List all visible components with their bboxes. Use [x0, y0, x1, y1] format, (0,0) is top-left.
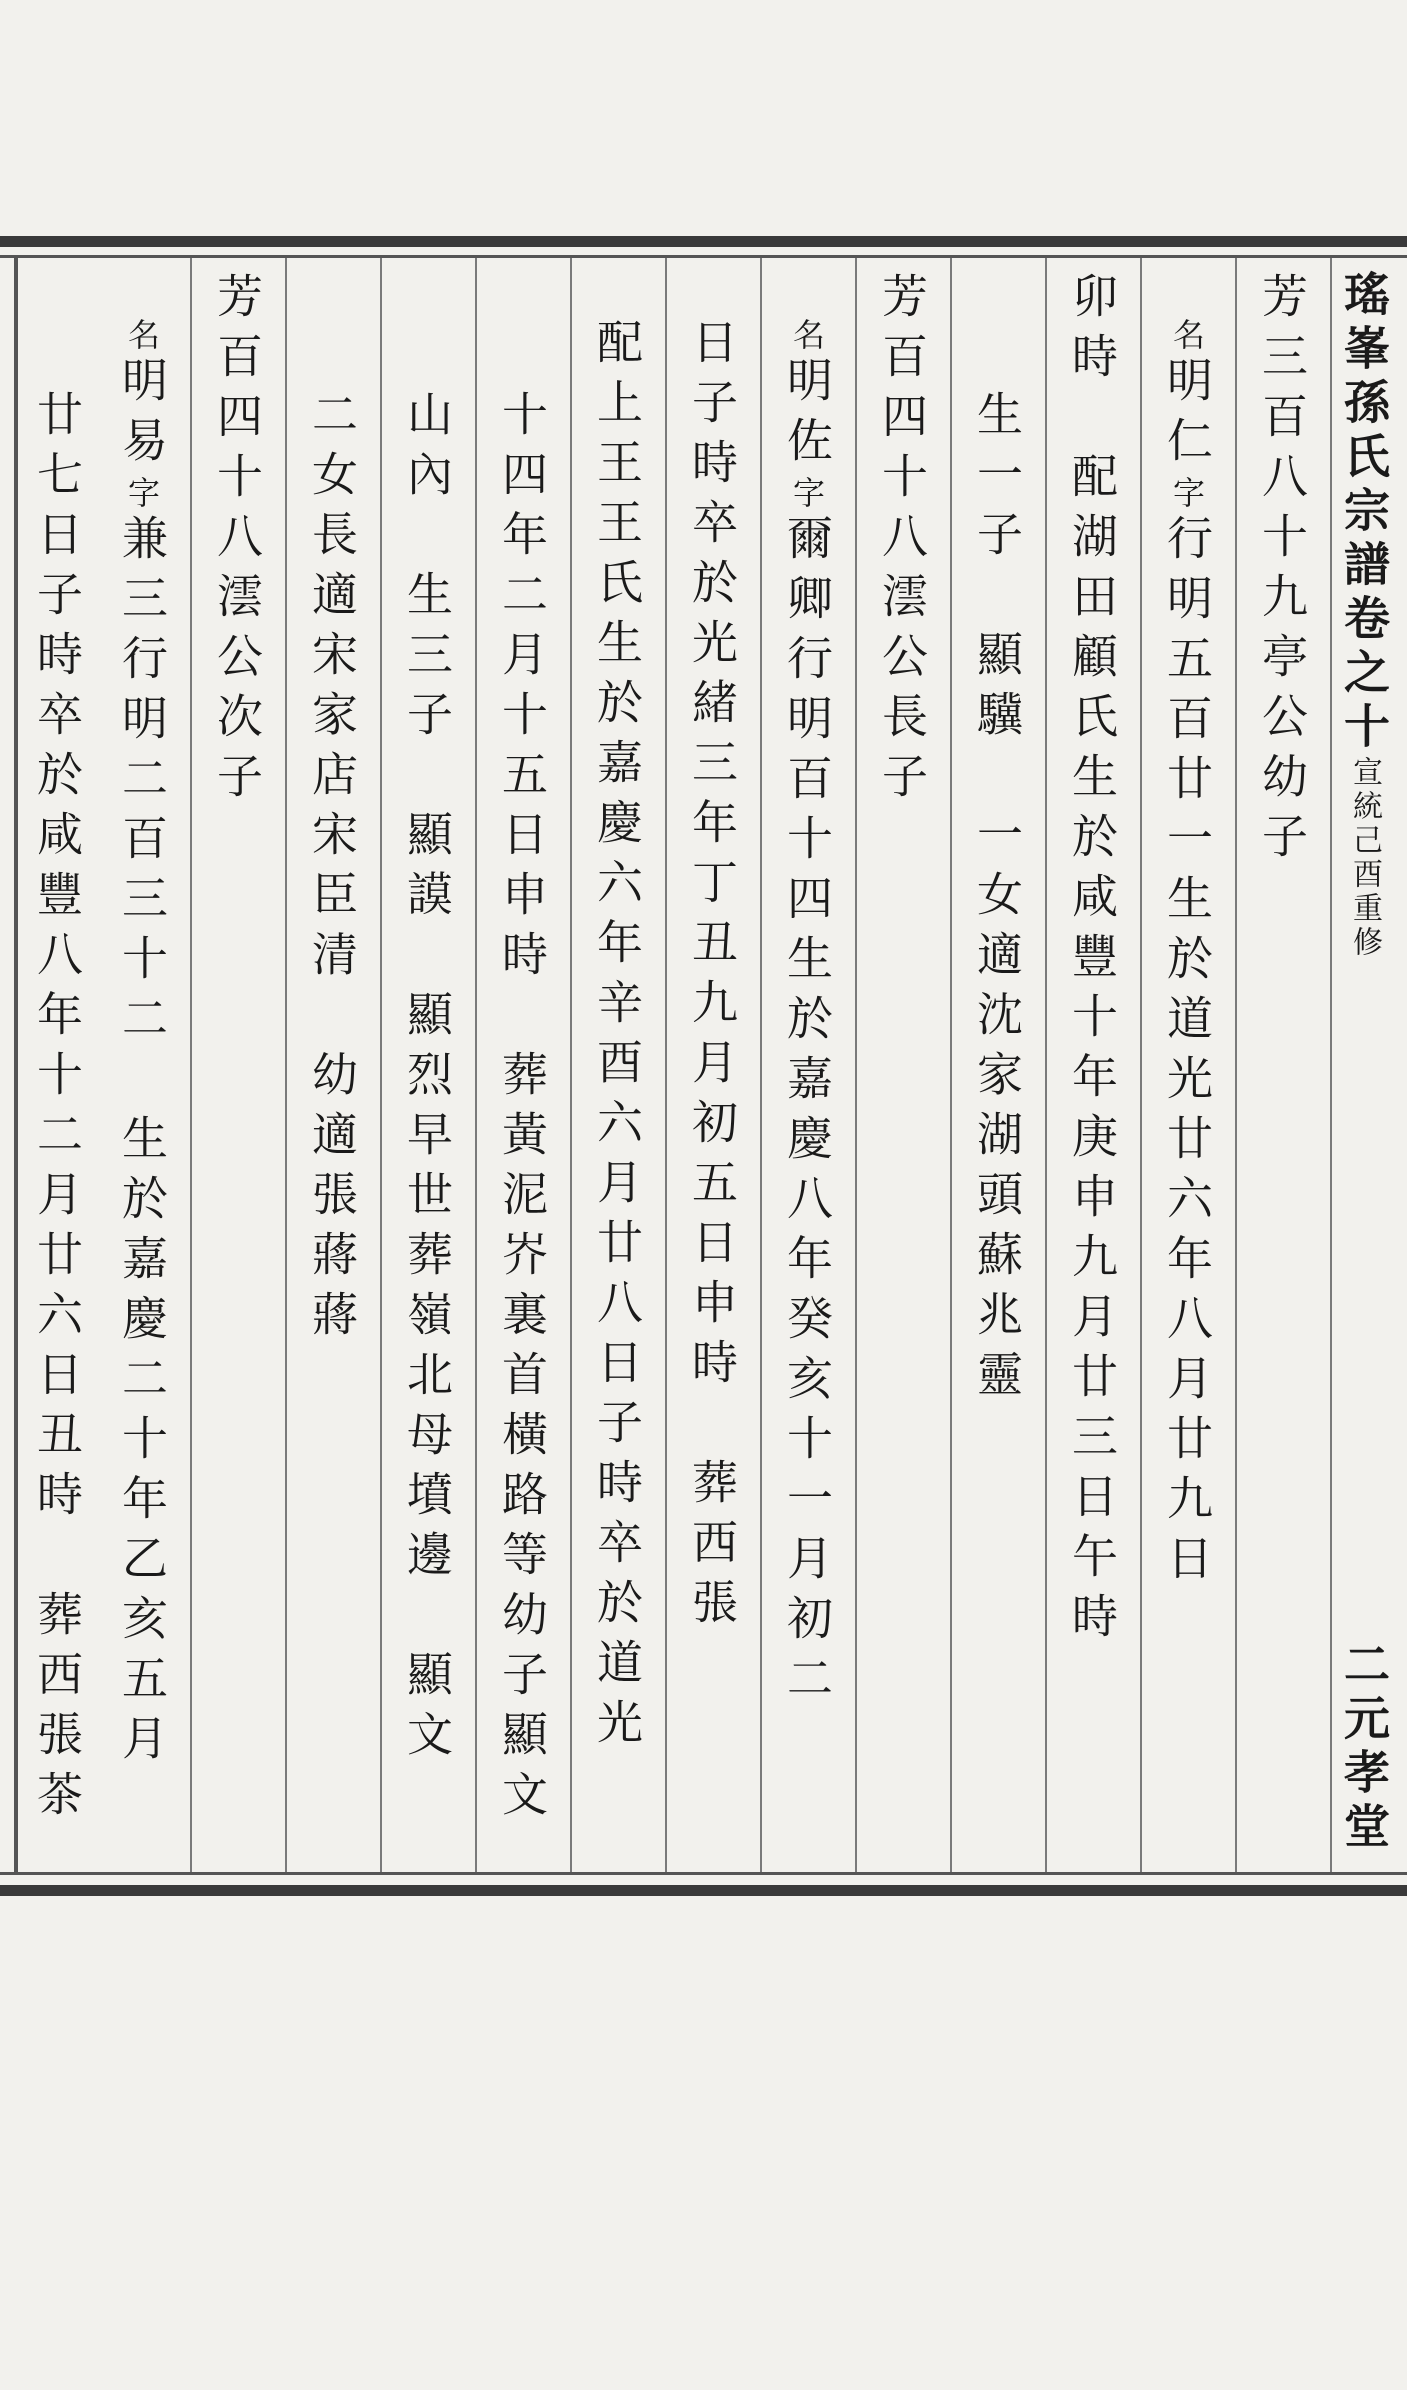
- column-separator: [760, 258, 762, 1872]
- text-column-1: [1252, 272, 1312, 2272]
- column-separator: [380, 258, 382, 1872]
- column-separator: [1235, 258, 1237, 1872]
- column-text: 芳百四十八澐公長子: [875, 272, 929, 812]
- column-separator: [285, 258, 287, 1872]
- name-marker: 名: [123, 318, 161, 356]
- column-text: 芳百四十八澐公次子: [210, 272, 264, 812]
- column-separator: [475, 258, 477, 1872]
- column-text: 爾卿行明百十四生於嘉慶八年癸亥十一月初二: [780, 514, 834, 1714]
- column-separator: [855, 258, 857, 1872]
- courtesy-marker: 字: [1168, 476, 1206, 514]
- text-column-13: [112, 318, 172, 2318]
- column-separator: [570, 258, 572, 1872]
- text-column-10: [397, 390, 457, 2390]
- column-text: 生一子 顯驥 一女適沈家湖頭蘇兆靈: [970, 390, 1024, 1410]
- text-column-6: [777, 318, 837, 2318]
- margin-footer: [1338, 1640, 1390, 1870]
- name-marker: 名: [1168, 318, 1206, 356]
- book-title: 瑤峯孫氏宗譜: [1337, 270, 1391, 594]
- courtesy-marker: 字: [123, 476, 161, 514]
- column-text: 廿七日子時卒於咸豐八年十二月廿六日丑時 葬西張茶: [30, 390, 84, 1830]
- hall-name: 孝堂: [1337, 1748, 1391, 1856]
- column-separator: [1330, 258, 1332, 1872]
- person-name: 明易: [115, 356, 169, 476]
- top-border-rule: [0, 236, 1407, 247]
- column-separator: [950, 258, 952, 1872]
- column-separator: [190, 258, 192, 1872]
- text-column-5: [872, 272, 932, 2272]
- column-text: 二女長適宋家店宋臣清 幼適張蔣蔣: [305, 390, 359, 1350]
- column-separator: [1140, 258, 1142, 1872]
- column-text: 十四年二月十五日申時 葬黃泥岕裏首橫路等幼子顯文: [495, 390, 549, 1830]
- text-column-3: [1062, 272, 1122, 2272]
- text-column-8: [587, 318, 647, 2318]
- column-text: 行明五百廿一生於道光廿六年八月廿九日: [1160, 514, 1214, 1594]
- name-marker: 名: [788, 318, 826, 356]
- top-inner-rule: [0, 255, 1407, 258]
- column-text: 山內 生三子 顯謨 顯烈早世葬嶺北母墳邊 顯文: [400, 390, 454, 1770]
- text-column-4: [967, 390, 1027, 2390]
- margin-column: [1338, 270, 1390, 1860]
- column-separator: [1045, 258, 1047, 1872]
- column-separator: [665, 258, 667, 1872]
- column-text: 兼三行明二百三十二 生於嘉慶二十年乙亥五月: [115, 514, 169, 1774]
- page-number: 二元: [1337, 1640, 1391, 1748]
- text-column-11: [302, 390, 362, 2390]
- column-text: 卯時 配湖田顧氏生於咸豐十年庚申九月廿三日午時: [1065, 272, 1119, 1652]
- text-column-14: [27, 390, 87, 2390]
- column-text: 芳三百八十九亭公幼子: [1255, 272, 1309, 872]
- text-column-9: [492, 390, 552, 2390]
- text-column-12: [207, 272, 267, 2272]
- person-name: 明佐: [780, 356, 834, 476]
- person-name: 明仁: [1160, 356, 1214, 476]
- volume-label: 卷之十: [1337, 594, 1391, 756]
- text-column-7: [682, 318, 742, 2318]
- column-text: 配上王王氏生於嘉慶六年辛酉六月廿八日子時卒於道光: [590, 318, 644, 1758]
- text-column-2: [1157, 318, 1217, 2318]
- edition-label: 宣統己酉重修: [1347, 756, 1382, 960]
- column-text: 日子時卒於光緒三年丁丑九月初五日申時 葬西張: [685, 318, 739, 1638]
- left-border-rule: [14, 258, 18, 1872]
- courtesy-marker: 字: [788, 476, 826, 514]
